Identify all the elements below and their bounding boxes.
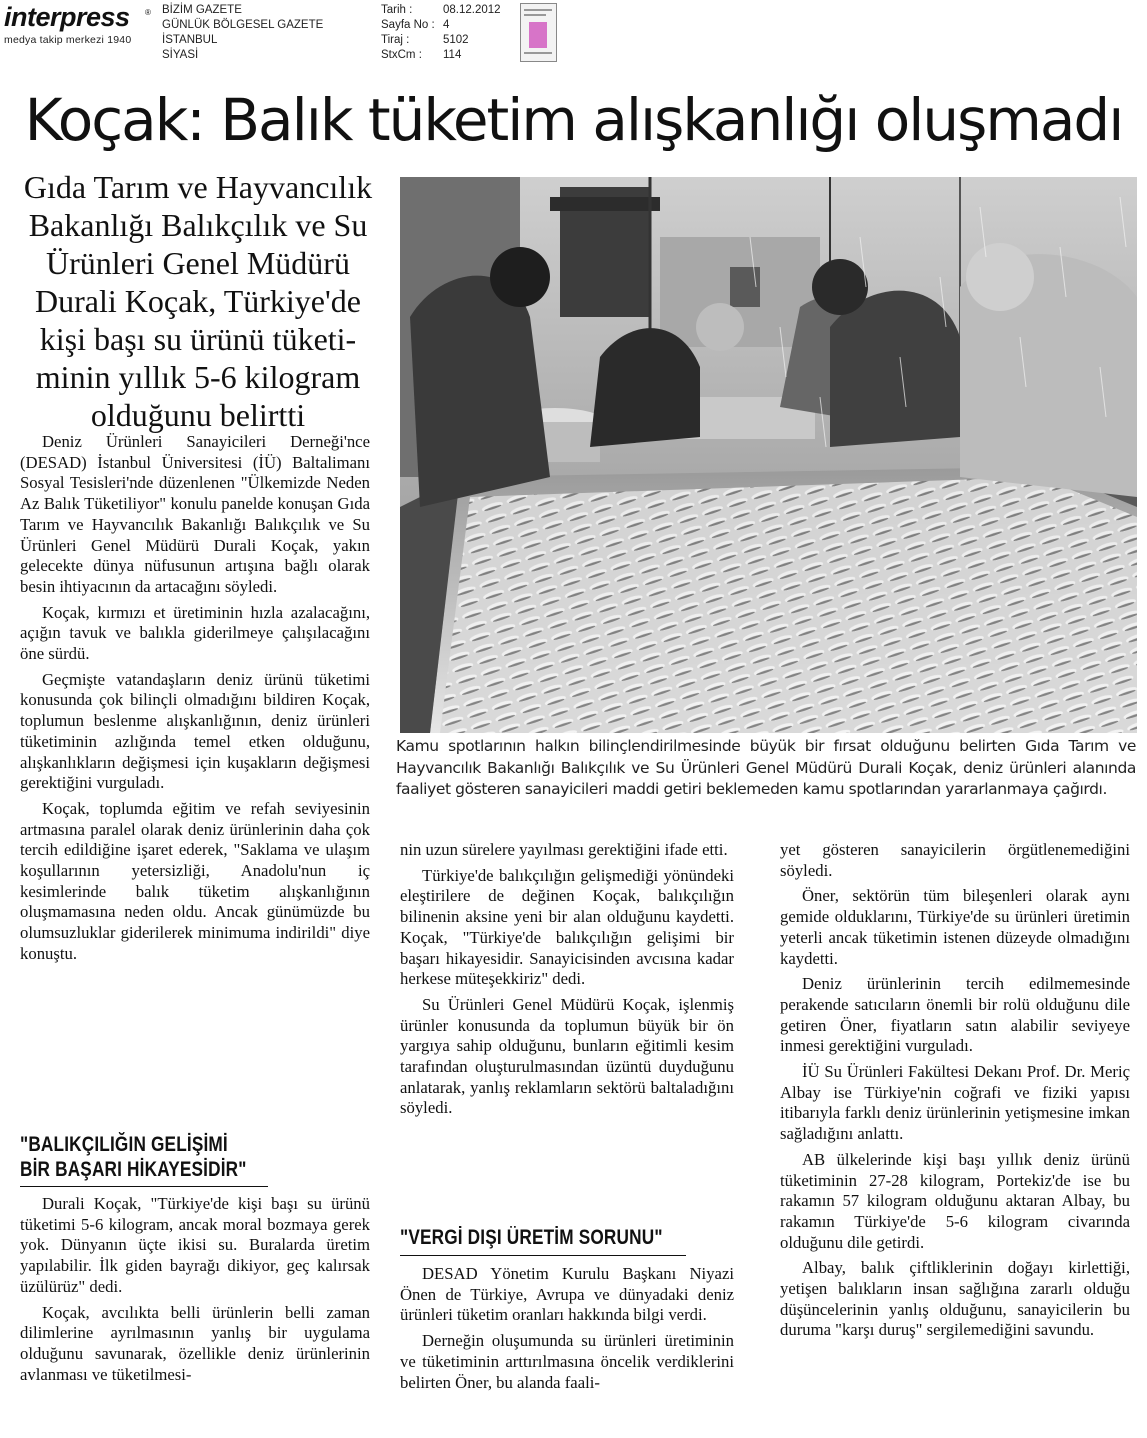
subheading-1-line-2: BİR BAŞARI HİKAYESİDİR" <box>20 1158 247 1181</box>
detail-row-stxcm <box>381 48 516 63</box>
body-paragraph: Durali Koçak, "Türkiye'de kişi başı su ürünü tüketimi 5-6 kilogram, ancak moral bozmaya gerek yok. Dünyanın üçte ikisi su. Buralarda üretim yapılabilir. İlk giden bayrağı dikiyor, geç kalırsak üzülürüz" dedi. <box>20 1194 370 1296</box>
body-paragraph: Koçak, toplumda eğitim ve refah seviyesinin artmasına paralel olarak deniz ürünlerinin daha çok tercih edildiğine işaret ederek, "Saklama ve ulaşım koşullarının yetersizliği, Anadolu'nun iç kesimlerinde balık tüketim alışkanlığının oluşmamasına neden oldu. Ancak günümüzde bu olumsuzluklar giderilerek minimuma indirildi" diye konuştu. <box>20 798 370 963</box>
body-paragraph: DESAD Yönetim Kurulu Başkanı Niyazi Önen de Türkiye, Avrupa ve dünyadaki deniz ürünleri tüketim oranları hakkında bilgi verdi. <box>400 1264 734 1325</box>
detail-label: Tarih : <box>381 4 413 16</box>
body-paragraph: İÜ Su Ürünleri Fakültesi Dekanı Prof. Dr. Meriç Albay ise Türkiye'nin coğrafi ve fiziki yapısı itibarıyla farklı deniz ürünlerinin yetişmesine imkan sağladığını anlattı. <box>780 1062 1130 1144</box>
detail-row-date <box>381 3 516 18</box>
body-paragraph: Koçak, avcılıkta belli ürünlerin belli zaman dilimlerine ayrılmasının yanlış bir uygulama olduğunu savunarak, özellikle deniz ürünlerinin avlanması ve tüketilmesi- <box>20 1302 370 1384</box>
body-paragraph: Deniz Ürünleri Sanayicileri Derneği'nce (DESAD) İstanbul Üniversitesi (İÜ) Baltalimanı Sosyal Tesisleri'nde düzenlenen "Ülkemizde Neden Az Balık Tüketiliyor" konulu panelde konuşan Gıda Tarım ve Hayvancılık Bakanlığı Balıkçılık ve Su Ürünleri Genel Müdürü Durali Koçak, yakın gelecekte dünya nüfusunun artışına bağlı olarak besin ihtiyacının da artacağını söyledi. <box>20 432 370 596</box>
body-paragraph: Türkiye'de balıkçılığın gelişmediği yönündeki eleştirilere de değinen Koçak, balıkçılığın bilinenin aksine yeni bir alan olduğunu kaydetti. Koçak, "Türkiye'de balıkçılığın gelişimi bir başarı hikayesidir. Sanayicisinden avcısına kadar herkese müteşekkiriz" dedi. <box>400 865 734 989</box>
photo-illustration <box>400 177 1137 733</box>
body-paragraph: Derneğin oluşumunda su ürünleri üretiminin ve tüketiminin arttırılmasına öncelik verdiklerini belirten Öner, bu alanda faali- <box>400 1331 734 1392</box>
subheading-rule <box>400 1255 686 1256</box>
interpress-logo <box>4 2 154 50</box>
detail-value: 08.12.2012 <box>443 4 501 16</box>
body-paragraph: Deniz ürünlerinin tercih edilmemesinde perakende satıcıların önemli bir rolü olduğunu dile getiren Öner, fiyatların satın alabilir seviyeye inmesi gerektiğini vurguladı. <box>780 974 1130 1056</box>
publication-info <box>162 3 372 63</box>
registered-mark: ® <box>145 8 151 17</box>
detail-row-circulation <box>381 33 516 48</box>
body-paragraph: Su Ürünleri Genel Müdürü Koçak, işlenmiş ürünler konusunda da toplumun büyük bir ön yargıya sahip olduğunu, bunların eğitimli kesim tarafından oluşturulmasından üzüntü duyduğunu anlatarak, yanlış reklamların sektörü baltaladığını söyledi. <box>400 994 734 1118</box>
detail-row-page <box>381 18 516 33</box>
publication-category: SİYASİ <box>162 49 199 61</box>
thumbnail-line <box>524 14 546 16</box>
article-column-2-lower <box>400 1264 734 1398</box>
thumbnail-line <box>524 52 552 54</box>
body-paragraph: Koçak, kırmızı et üretiminin hızla azalacağını, açığın tavuk ve balıkla giderilmeye çalışılacağını öne sürdü. <box>20 602 370 664</box>
body-paragraph: Geçmişte vatandaşların deniz ürünü tüketimi konusunda çok bilinçli olmadığını bildiren Koçak, toplumun beslenme alışkanlığının, deniz ürünleri tüketiminin azlığında temel etken olduğunu, alışkanlıkların değişmesi için kuşakların değişmesi gerektiğini vurguladı. <box>20 669 370 793</box>
body-paragraph: AB ülkelerinde kişi başı yıllık deniz ürünü tüketiminin 27-28 kilogram, Portekiz'de ise bu rakamın 57 kilogram olduğunu aktaran Albay, bu rakamın Türkiye'de 5-6 kilogram civarında olduğunu dile getirdi. <box>780 1149 1130 1252</box>
detail-value: 5102 <box>443 34 469 46</box>
detail-label: Sayfa No : <box>381 19 435 31</box>
detail-value: 4 <box>443 19 450 31</box>
article-column-3 <box>780 840 1130 1346</box>
article-deck: Gıda Tarım ve Hayvancılık Bakanlığı Balıkçılık ve Su Ürünleri Genel Müdürü Durali Koçak, Türkiye'de kişi başı su ürünü tüketi-minin yıllık 5-6 kilogram olduğunu belirtti <box>23 169 373 433</box>
body-paragraph-continued: yet gösteren sanayicilerin örgütlenemediğini söyledi. <box>780 840 1130 880</box>
publication-name: BİZİM GAZETE <box>162 4 242 16</box>
article-column-1 <box>20 432 370 970</box>
fishing-boat-photo <box>400 177 1137 733</box>
subheading-2: "VERGİ DIŞI ÜRETİM SORUNU" <box>400 1226 663 1249</box>
thumbnail-article-highlight <box>529 22 547 48</box>
detail-label: StxCm : <box>381 49 422 61</box>
body-paragraph: Öner, sektörün tüm bileşenleri olarak aynı gemide olduklarını, Türkiye'de su ürünleri üretimin yeterli ancak tüketimin istenen düzeyde olmadığını kaydetti. <box>780 886 1130 968</box>
article-headline: Koçak: Balık tüketim alışkanlığı oluşmadı <box>24 86 1123 154</box>
article-column-1-lower <box>20 1194 370 1390</box>
publication-city: İSTANBUL <box>162 34 218 46</box>
detail-value: 114 <box>443 49 462 61</box>
subheading-1-line-1: "BALIKÇILIĞIN GELİŞİMİ <box>20 1133 228 1156</box>
logo-wordmark: interpress <box>4 2 130 32</box>
logo-tagline: medya takip merkezi 1940 <box>4 34 132 46</box>
publication-type: GÜNLÜK BÖLGESEL GAZETE <box>162 19 324 31</box>
body-paragraph: Albay, balık çiftliklerinin doğayı kirlettiği, yetişen balıkların insan sağlığına zararlı olduğu düşüncelerinin yanlış olduğunu, sanayicilerin bu duruma "karşı duruş" sergilemediğini savundu. <box>780 1258 1130 1340</box>
subheading-rule <box>20 1186 268 1187</box>
page-thumbnail <box>520 3 557 62</box>
clipping-details <box>381 3 516 63</box>
photo-caption: Kamu spotlarının halkın bilinçlendirilmesinde büyük bir fırsat olduğunu belirten Gıda Tarım ve Hayvancılık Bakanlığı Balıkçılık ve Su Ürünleri Genel Müdürü Durali Koçak, deniz ürünleri alanında faaliyet gösteren sanayicileri maddi getiri beklemeden kamu spotlarından yararlanmaya çağırdı. <box>396 737 1136 798</box>
article-column-2 <box>400 840 734 1124</box>
body-paragraph-continued: nin uzun sürelere yayılması gerektiğini ifade etti. <box>400 840 728 859</box>
subheading-1 <box>20 1132 247 1182</box>
detail-label: Tiraj : <box>381 34 410 46</box>
thumbnail-line <box>524 9 552 11</box>
